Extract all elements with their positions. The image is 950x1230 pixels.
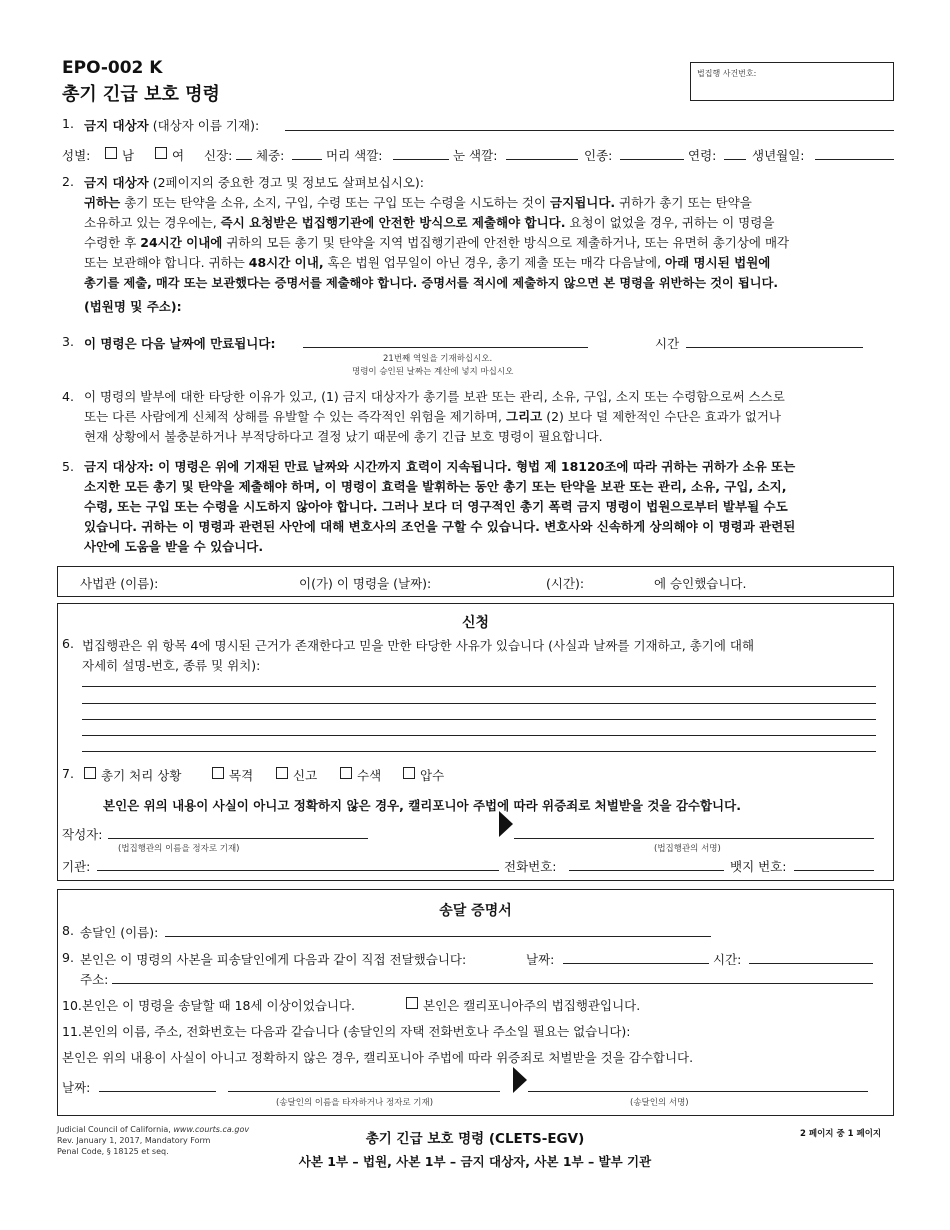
item2-court-label: (법원명 및 주소):: [84, 299, 182, 314]
female-label: 여: [172, 148, 185, 163]
item2-l5-b2: 아래 명시된 법원에: [665, 255, 771, 270]
service-date-label: 날짜:: [526, 952, 555, 967]
footer-copies: 사본 1부 – 법원, 사본 1부 – 금지 대상자, 사본 1부 – 발부 기관: [298, 1154, 652, 1169]
hair-field[interactable]: [393, 159, 449, 160]
item1-label-bold: 금지 대상자: [84, 118, 149, 133]
footer-revision: Rev. January 1, 2017, Mandatory Form: [57, 1136, 211, 1145]
seized-checkbox[interactable]: [403, 767, 415, 779]
reported-label: 신고: [293, 768, 318, 783]
dob-field[interactable]: [815, 159, 894, 160]
item1-label-rest: (대상자 이름 기재):: [152, 118, 260, 133]
age-field[interactable]: [724, 159, 746, 160]
facts-line-4[interactable]: [82, 735, 876, 736]
item5-number: 5.: [62, 459, 74, 474]
server-name-field[interactable]: [165, 936, 711, 937]
service-perjury-statement: 본인은 위의 내용이 사실이 아니고 정확하지 않은 경우, 캘리포니아 주법에 따라 위증죄로 처벌받을 것을 감수합니다.: [62, 1050, 694, 1065]
item2-l1-bold: 금지 대상자: [84, 175, 149, 190]
restrained-person-name-field[interactable]: [285, 130, 894, 131]
item7-number: 7.: [62, 766, 74, 781]
witnessed-checkbox[interactable]: [212, 767, 224, 779]
judicial-approval-box: [57, 566, 894, 597]
eyes-label: 눈 색깔:: [453, 148, 498, 163]
item4-l2-t1: 또는 다른 사람에게 신체적 상해를 유발할 수 있는 즉각적인 위험을 제기하며,: [84, 409, 507, 424]
item1-description-row: [62, 146, 90, 164]
item3-number: 3.: [62, 334, 74, 349]
item3-note-2: 명령이 승인된 날짜는 계산에 넣지 마십시오: [352, 367, 514, 377]
item4-l3: 현재 상황에서 불충분하거나 부적당하다고 결정 났기 때문에 총기 긴급 보호 명령이 필요합니다.: [84, 429, 603, 444]
male-label: 남: [122, 148, 135, 163]
item4-text: [84, 387, 884, 447]
seized-label: 압수: [420, 768, 445, 783]
item11-text: 11.본인의 이름, 주소, 전화번호는 다음과 같습니다 (송달인의 자택 전화번호나 주소일 필요는 없습니다):: [62, 1024, 631, 1039]
dob-label: 생년월일:: [752, 148, 805, 163]
item3-note-1: 21번째 역일을 기재하십시오.: [383, 354, 493, 364]
expiration-time-label: 시간: [655, 336, 680, 351]
item2-l1-rest: (2페이지의 중요한 경고 및 정보도 살펴보십시오):: [152, 175, 424, 190]
officer-name-field[interactable]: [108, 838, 368, 839]
form-id: EPO-002 K: [62, 58, 163, 78]
height-field[interactable]: [236, 159, 252, 160]
service-time-label: 시간:: [713, 952, 742, 967]
judge-name-label: 사법관 (이름):: [80, 576, 159, 591]
item2-l5-t1: 또는 보관해야 합니다. 귀하는: [84, 255, 249, 270]
item9-text: 본인은 이 명령의 사본을 피송달인에게 다음과 같이 직접 전달했습니다:: [80, 952, 467, 967]
judge-date-label: 이(가) 이 명령을 (날짜):: [299, 576, 432, 591]
server-signature-note: (송달인의 서명): [630, 1098, 689, 1108]
race-label: 인종:: [584, 148, 613, 163]
item8-number: 8.: [62, 923, 74, 938]
footer-page-number: 2 페이지 중 1 페이지: [800, 1129, 882, 1139]
law-enforcement-officer-checkbox[interactable]: [406, 997, 418, 1009]
signature-arrow-icon: [499, 811, 513, 837]
item2-l3-t2: 요청이 없었을 경우, 귀하는 이 명령을: [565, 215, 775, 230]
searched-checkbox[interactable]: [340, 767, 352, 779]
age-label: 연령:: [688, 148, 717, 163]
item2-l2-t1: 총기 또는 탄약을 소유, 소지, 구입, 수령 또는 구입 또는 수령을 시도하는 것이: [120, 195, 551, 210]
item4-l2-b1: 그리고: [506, 409, 543, 424]
item5-l4: 있습니다. 귀하는 이 명령과 관련된 사안에 대해 변호사의 조언을 구할 수 있습니다. 변호사와 신속하게 상의해야 이 명령과 관련된: [84, 519, 796, 534]
item4-number: 4.: [62, 389, 74, 404]
service-sign-date-label: 날짜:: [62, 1080, 91, 1095]
item9-number: 9.: [62, 950, 74, 965]
server-signature-field[interactable]: [528, 1091, 868, 1092]
server-signature-arrow-icon: [513, 1067, 527, 1093]
facts-line-1[interactable]: [82, 686, 876, 687]
agency-label: 기관:: [62, 859, 91, 874]
firearm-disposition-checkbox[interactable]: [84, 767, 96, 779]
judge-time-label: (시간):: [546, 576, 585, 591]
item5-l5: 사안에 도움을 받을 수 있습니다.: [84, 539, 264, 554]
badge-label: 뱃지 번호:: [730, 859, 787, 874]
searched-label: 수색: [357, 768, 382, 783]
item2-l3-b1: 즉시 요청받은 법집행기관에 안전한 방식으로 제출해야 합니다.: [220, 215, 566, 230]
item2-l2-t2: 귀하가 총기 또는 탄약을: [615, 195, 752, 210]
height-label: 신장:: [204, 148, 233, 163]
application-perjury-statement: 본인은 위의 내용이 사실이 아니고 정확하지 않은 경우, 캘리포니아 주법에 따라 위증죄로 처벌받을 것을 감수합니다.: [103, 798, 741, 813]
server-printed-name-field[interactable]: [228, 1091, 500, 1092]
item4-l2-t2: (2) 보다 덜 제한적인 수단은 효과가 없거나: [542, 409, 781, 424]
officer-name-note: (법집행관의 이름을 정자로 기재): [118, 844, 240, 854]
item3-label: 이 명령은 다음 날짜에 만료됩니다:: [84, 336, 276, 351]
service-sign-date-field[interactable]: [99, 1091, 216, 1092]
item2-l4-t2: 귀하의 모든 총기 및 탄약을 지역 법집행기관에 안전한 방식으로 제출하거나, 또는 유면허 총기상에 매각: [222, 235, 790, 250]
item5-l1: 금지 대상자: 이 명령은 위에 기재된 만료 날짜와 시간까지 효력이 지속됩니다. 형법 제 18120조에 따라 귀하는 귀하가 소유 또는: [84, 459, 796, 474]
judge-approved-label: 에 승인했습니다.: [654, 576, 747, 591]
firearm-disposition-label: 총기 처리 상황: [101, 768, 182, 783]
service-address-field[interactable]: [112, 983, 873, 984]
law-enforcement-officer-label: 본인은 캘리포니아주의 법집행관입니다.: [423, 998, 641, 1013]
footer-council: [57, 1125, 249, 1134]
hair-label: 머리 색깔:: [326, 148, 383, 163]
officer-signature-field[interactable]: [514, 838, 874, 839]
expiration-time-field[interactable]: [686, 347, 863, 348]
race-field[interactable]: [620, 159, 684, 160]
item5-l3: 수령, 또는 구입 또는 수령을 시도하지 않아야 합니다. 그러나 보다 더 영구적인 총기 폭력 금지 명령이 법원으로부터 발부될 수도: [84, 499, 788, 514]
phone-label: 전화번호:: [504, 859, 557, 874]
application-title: 신청: [461, 615, 490, 631]
weight-label: 체중:: [256, 148, 285, 163]
item2-l2-b2: 금지됩니다.: [550, 195, 616, 210]
item10-text: 10.본인은 이 명령을 송달할 때 18세 이상이었습니다.: [62, 998, 356, 1013]
facts-line-5[interactable]: [82, 751, 876, 752]
item1-label: [84, 116, 259, 134]
badge-field[interactable]: [794, 870, 874, 871]
form-title: 총기 긴급 보호 명령: [62, 84, 220, 105]
item2-l2-b1: 귀하는: [84, 195, 121, 210]
author-label: 작성자:: [62, 827, 103, 842]
agency-field[interactable]: [97, 870, 499, 871]
male-checkbox[interactable]: [105, 147, 117, 159]
weight-field[interactable]: [292, 159, 322, 160]
item4-l1: 이 명령의 발부에 대한 타당한 이유가 있고, (1) 금지 대상자가 총기를 보관 또는 관리, 소유, 구입, 소지 또는 수령함으로써 스스로: [84, 389, 785, 404]
item2-text: [84, 173, 884, 317]
service-time-field[interactable]: [749, 963, 873, 964]
item6-line-2: 자세히 설명-번호, 종류 및 위치):: [82, 658, 261, 673]
item6-number: 6.: [62, 636, 74, 651]
footer-council-name: Judicial Council of California,: [57, 1125, 174, 1134]
footer-penal-code: Penal Code, § 18125 et seq.: [57, 1147, 169, 1156]
item5-l2: 소지한 모든 총기 및 탄약을 제출해야 하며, 이 명령이 효력을 발휘하는 동안 총기 또는 탄약을 보관 또는 관리, 소유, 구입, 소지,: [84, 479, 787, 494]
facts-line-2[interactable]: [82, 703, 876, 704]
server-name-label: 송달인 (이름):: [80, 925, 159, 940]
phone-field[interactable]: [569, 870, 724, 871]
item2-l6: 총기를 제출, 매각 또는 보관했다는 증명서를 제출해야 합니다. 증명서를 적시에 제출하지 않으면 본 명령을 위반하는 것이 됩니다.: [84, 276, 778, 290]
case-number-box[interactable]: [690, 62, 894, 101]
reported-checkbox[interactable]: [276, 767, 288, 779]
officer-signature-note: (법집행관의 서명): [654, 844, 721, 854]
sex-label: 성별:: [62, 148, 91, 163]
item2-l4-b1: 24시간 이내에: [140, 235, 223, 250]
server-printed-name-note: (송달인의 이름을 타자하거나 정자로 기재): [276, 1098, 434, 1108]
service-date-field[interactable]: [563, 963, 709, 964]
item2-l5-t2: 혹은 법원 업무일이 아닌 경우, 총기 제출 또는 매각 다음날에,: [323, 255, 666, 270]
item2-l4-t1: 수령한 후: [84, 235, 141, 250]
item2-l5-b1: 48시간 이내,: [248, 255, 324, 270]
female-checkbox[interactable]: [155, 147, 167, 159]
item6-line-1: 법집행관은 위 항목 4에 명시된 근거가 존재한다고 믿을 만한 타당한 사유가 있습니다 (사실과 날짜를 기재하고, 총기에 대해: [82, 638, 755, 653]
item5-text: [84, 457, 884, 557]
expiration-date-field[interactable]: [303, 347, 588, 348]
service-title: 송달 증명서: [439, 903, 512, 919]
eyes-field[interactable]: [506, 159, 578, 160]
footer-council-url[interactable]: www.courts.ca.gov: [173, 1125, 250, 1134]
service-address-label: 주소:: [80, 972, 109, 987]
case-number-label: 법집행 사건번호:: [697, 69, 757, 78]
item2-l3-t1: 소유하고 있는 경우에는,: [84, 215, 221, 230]
item1-number: 1.: [62, 116, 74, 131]
item2-number: 2.: [62, 174, 74, 189]
footer-form-title: 총기 긴급 보호 명령 (CLETS-EGV): [365, 1131, 585, 1147]
facts-line-3[interactable]: [82, 719, 876, 720]
witnessed-label: 목격: [229, 768, 254, 783]
